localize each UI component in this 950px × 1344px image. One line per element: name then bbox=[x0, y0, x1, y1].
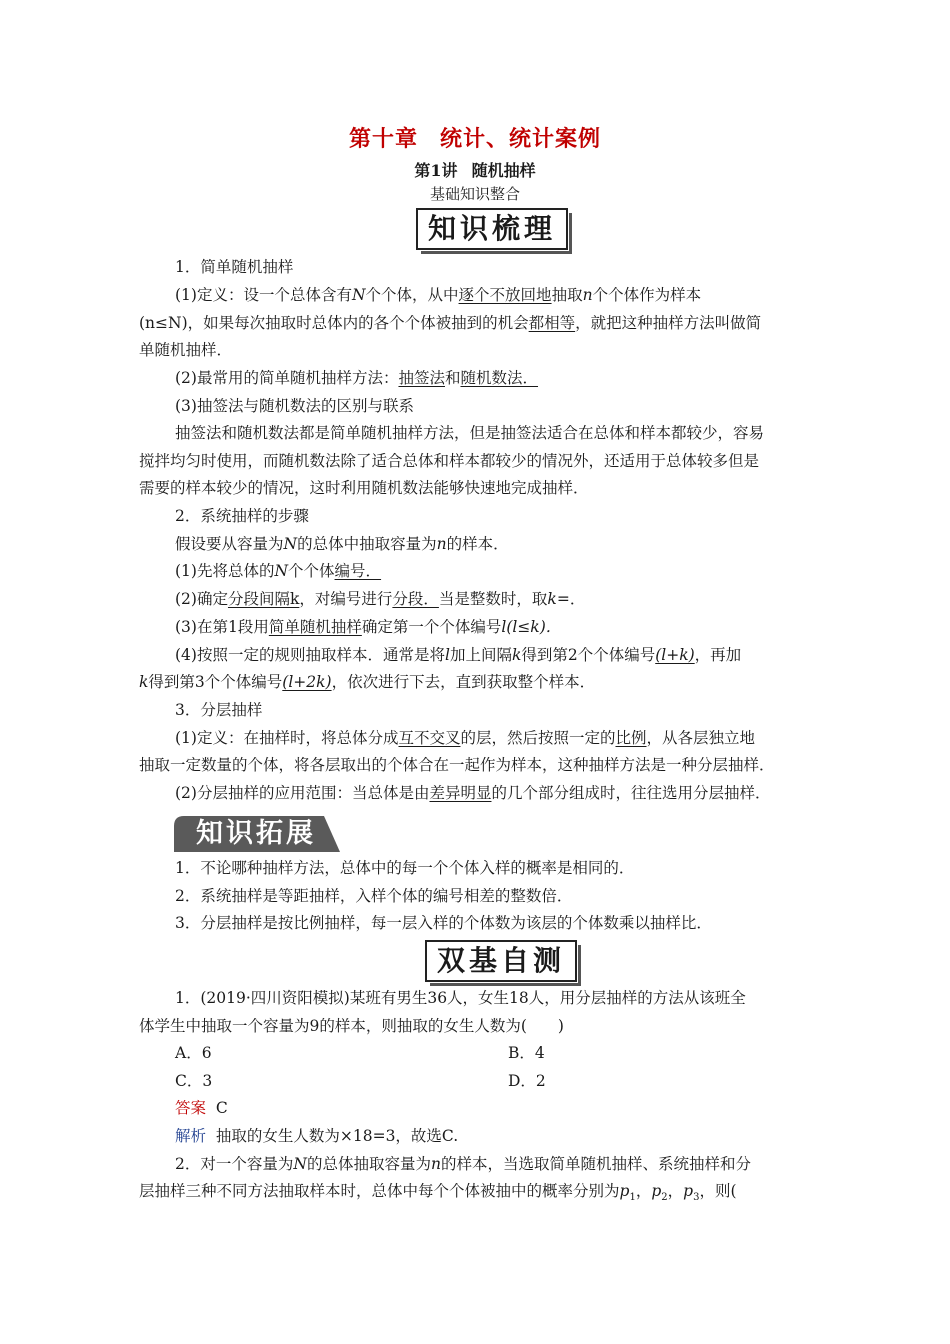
s1-p2: (2)最常用的简单随机抽样方法：抽签法和随机数法． bbox=[175, 369, 539, 387]
extension-item-3: 3．分层抽样是按比例抽样，每一层入样的个体数为该层的个体数乘以抽样比． bbox=[175, 914, 712, 932]
extension-item-1: 1．不论哪种抽样方法，总体中的每一个个体入样的概率是相同的． bbox=[175, 859, 635, 877]
self-test-heading: 双基自测 bbox=[425, 940, 577, 982]
s1-heading: 1．简单随机抽样 bbox=[175, 258, 294, 276]
knowledge-extension-label: 知识拓展 bbox=[196, 818, 316, 849]
q1-option-b: B．4 bbox=[508, 1044, 545, 1062]
q1-explanation bbox=[175, 1126, 458, 1146]
s3-p1-line2: 抽取一定数量的个体，将各层取出的个体合在一起作为样本，这种抽样方法是一种分层抽样． bbox=[139, 756, 775, 774]
lesson-name: 随机抽样 bbox=[471, 161, 536, 180]
s3-p1-line1: (1)定义：在抽样时，将总体分成互不交叉的层，然后按照一定的比例，从各层独立地 bbox=[175, 729, 756, 747]
chapter-name: 统计、统计案例 bbox=[440, 126, 602, 152]
s2-p4-line1: (4)按照一定的规则抽取样本．通常是将l加上间隔k得到第2个个体编号(l+k)，再加 bbox=[175, 646, 742, 664]
explanation-label: 解析 bbox=[175, 1127, 207, 1145]
s2-p3: (3)在第1段用简单随机抽样确定第一个个体编号l(l≤k)． bbox=[175, 618, 562, 636]
s1-p4-line1: 抽签法和随机数法都是简单随机抽样方法，但是抽签法适合在总体和样本都较少，容易 bbox=[175, 424, 765, 442]
lesson-title bbox=[0, 158, 950, 181]
s1-p1-line3: 单随机抽样． bbox=[139, 341, 233, 359]
s1-p4-line3: 需要的样本较少的情况，这时利用随机数法能够快速地完成抽样． bbox=[139, 479, 589, 497]
section-basic-knowledge: 基础知识整合 bbox=[429, 185, 520, 203]
s1-p4-line2: 搅拌均匀时使用，而随机数法除了适合总体和样本都较少的情况外，还适用于总体较多但是 bbox=[139, 452, 760, 470]
q1-option-c: C．3 bbox=[175, 1072, 213, 1090]
s3-heading: 3．分层抽样 bbox=[175, 701, 263, 719]
answer-value: C bbox=[215, 1099, 228, 1117]
s2-p2: (2)确定分段间隔k，对编号进行分段．当是整数时，取k=． bbox=[175, 590, 586, 608]
knowledge-extension-heading bbox=[174, 815, 342, 853]
s1-p1-line2: (n≤N)，如果每次抽取时总体内的各个个体被抽到的机会都相等，就把这种抽样方法叫做简 bbox=[139, 314, 762, 332]
q1-line2: 体学生中抽取一个容量为9的样本，则抽取的女生人数为( ) bbox=[139, 1017, 564, 1035]
chapter-number: 第十章 bbox=[348, 126, 418, 152]
q1-option-d: D．2 bbox=[508, 1072, 546, 1090]
s2-p1: (1)先将总体的N个个体编号． bbox=[175, 562, 382, 580]
chapter-title bbox=[0, 122, 950, 153]
answer-label: 答案 bbox=[175, 1099, 207, 1117]
extension-item-2: 2．系统抽样是等距抽样，入样个体的编号相差的整数倍． bbox=[175, 887, 573, 905]
s2-intro: 假设要从容量为N的总体中抽取容量为n的样本． bbox=[175, 535, 509, 553]
knowledge-summary-heading: 知识梳理 bbox=[416, 208, 568, 250]
q1-line1: 1．(2019·四川资阳模拟)某班有男生36人，女生18人，用分层抽样的方法从该班全 bbox=[175, 989, 746, 1007]
s1-p1-line1: (1)定义：设一个总体含有N个个体，从中逐个不放回地抽取n个个体作为样本 bbox=[175, 286, 702, 304]
s2-heading: 2．系统抽样的步骤 bbox=[175, 507, 309, 525]
s1-p3: (3)抽签法与随机数法的区别与联系 bbox=[175, 397, 414, 415]
q1-answer bbox=[175, 1098, 228, 1118]
explanation-text: 抽取的女生人数为×18=3，故选C. bbox=[215, 1127, 459, 1145]
lesson-number: 第1讲 bbox=[414, 161, 458, 180]
s2-p4-line2: k得到第3个个体编号(l+2k)，依次进行下去，直到获取整个样本． bbox=[139, 673, 596, 691]
q1-option-a: A．6 bbox=[175, 1044, 212, 1062]
q2-line2: 层抽样三种不同方法抽取样本时，总体中每个个体被抽中的概率分别为$p_1$，$p_2$，$p_3$，则( bbox=[139, 1182, 737, 1204]
q2-line1: 2．对一个容量为N的总体抽取容量为n的样本，当选取简单随机抽样、系统抽样和分 bbox=[175, 1155, 751, 1173]
s3-p2: (2)分层抽样的应用范围：当总体是由差异明显的几个部分组成时，往往选用分层抽样． bbox=[175, 784, 771, 802]
